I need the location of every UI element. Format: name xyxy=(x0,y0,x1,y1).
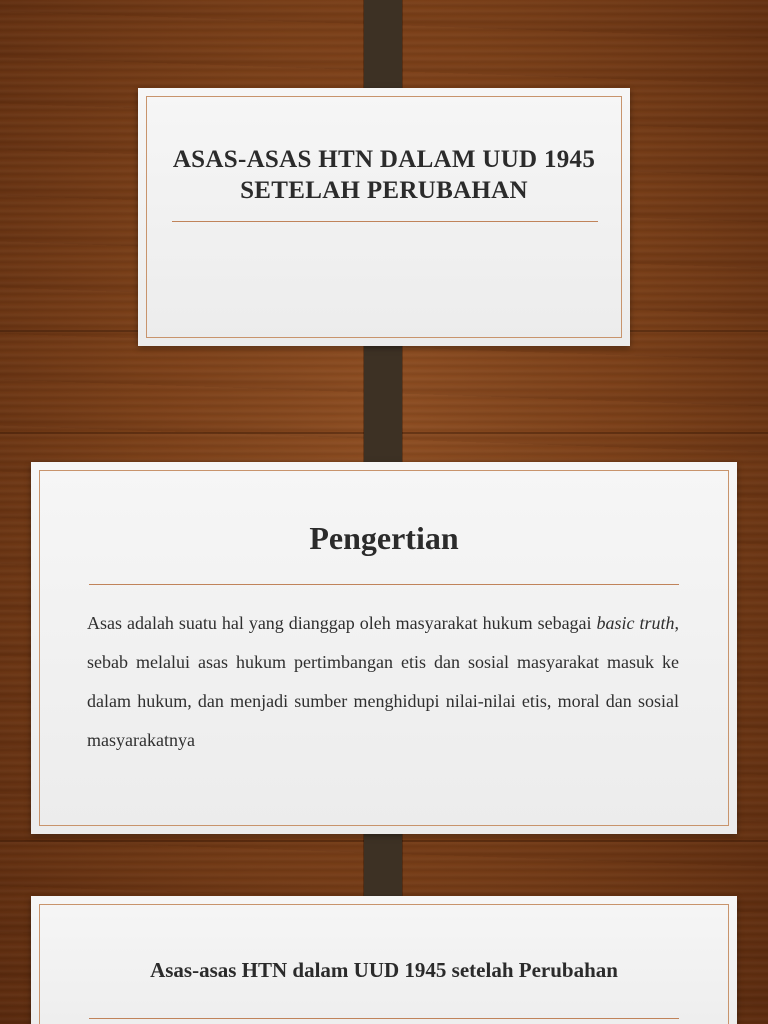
principles-heading: Asas-asas HTN dalam UUD 1945 setelah Perubahan xyxy=(150,958,618,982)
definition-text-italic: basic truth xyxy=(596,613,675,633)
title-divider xyxy=(172,221,598,222)
definition-divider xyxy=(89,584,679,585)
title-card xyxy=(138,88,630,346)
strap-middle xyxy=(364,328,402,480)
definition-body xyxy=(87,604,679,760)
principles-card xyxy=(31,896,737,1024)
definition-text-end: , sebab melalui asas hukum pertimbangan etis dan sosial masyarakat masuk ke dalam hukum, dan menjadi sumber menghidupi nilai-nilai etis, moral dan sosial masyarakatnya xyxy=(87,613,680,750)
title-card-border xyxy=(146,96,622,338)
definition-heading: Pengertian xyxy=(309,520,459,556)
slide-title: ASAS-ASAS HTN DALAM UUD 1945 SETELAH PERUBAHAN xyxy=(172,146,596,204)
principles-divider xyxy=(89,1018,679,1019)
definition-card xyxy=(31,462,737,834)
definition-text-start: Asas adalah suatu hal yang dianggap oleh masyarakat hukum sebagai xyxy=(87,613,597,633)
